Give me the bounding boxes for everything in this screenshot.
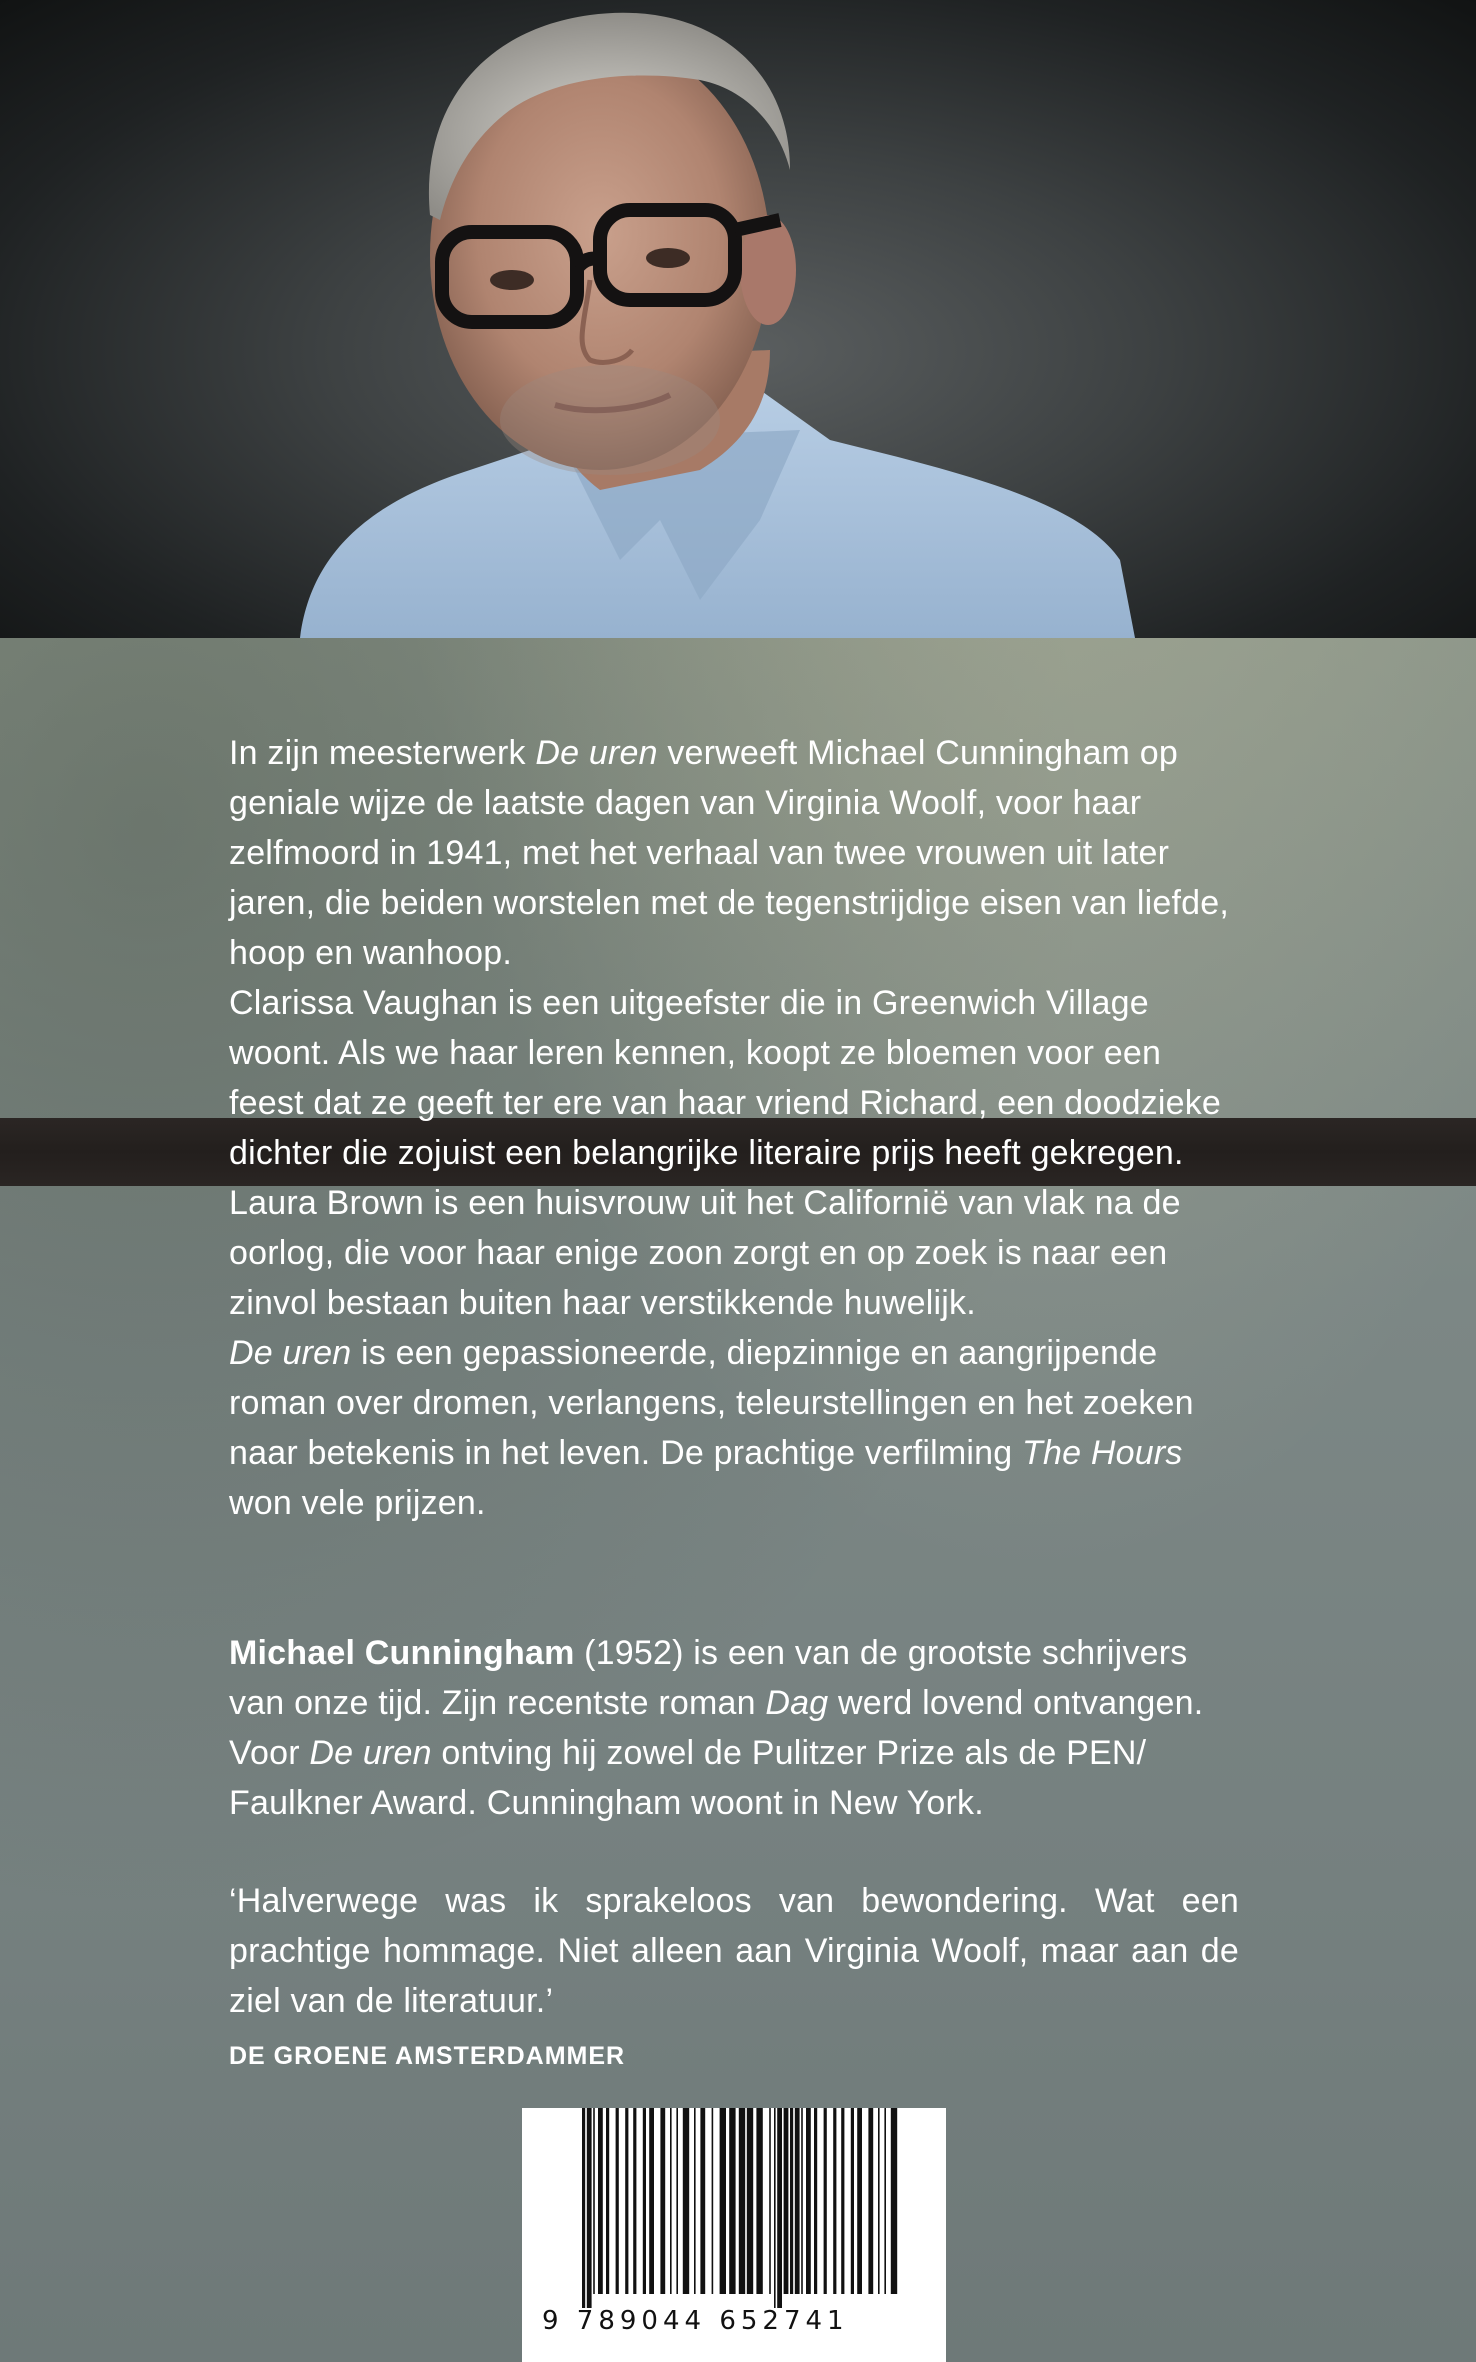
- barcode-bar: [795, 2108, 800, 2294]
- barcode-bar: [774, 2108, 776, 2308]
- barcode-bar: [593, 2108, 595, 2294]
- barcode-bar: [814, 2108, 817, 2294]
- barcode-bar: [587, 2108, 592, 2308]
- barcode-bar: [720, 2108, 726, 2294]
- book-description: [229, 728, 1239, 1528]
- barcode-bar: [683, 2108, 689, 2294]
- isbn-number: 9 789044 652741: [542, 2306, 849, 2336]
- barcode-bar: [841, 2108, 844, 2294]
- barcode-bar: [670, 2108, 672, 2294]
- barcode-bar: [857, 2108, 862, 2294]
- author-bio: Michael Cunningham (1952) is een van de grootste schrijvers van onze tijd. Zijn recentste roman Dag werd lovend ontvangen. Voor De uren ontving hij zowel de Pulitzer Prize als de PEN/ Faulkner Award. Cunningham woont in New York.: [229, 1634, 1204, 1822]
- barcode-bar: [833, 2108, 836, 2294]
- barcode-bar: [633, 2108, 636, 2294]
- author-photo: [0, 0, 1476, 638]
- author-portrait-illustration: [0, 0, 1476, 638]
- barcode-bar: [625, 2108, 628, 2294]
- film-title-italic: The Hours: [1022, 1434, 1183, 1472]
- description-paragraph-2: Clarissa Vaughan is een uitgeefster die in Greenwich Village woont. Als we haar leren kennen, koopt ze bloemen voor een feest dat ze geeft ter ere van haar vriend Richard, een doodzieke dichter die zojuist een belangrijke literaire prijs heeft gekregen.: [229, 984, 1222, 1172]
- barcode-bar: [739, 2108, 745, 2294]
- review-quote: ‘Halverwege was ik sprakeloos van bewondering. Wat een prachtige hommage. Niet alleen aan Virginia Woolf, maar aan de ziel van de literatuur.’: [229, 1882, 1239, 2020]
- description-paragraph-4: De uren is een gepassioneerde, diepzinnige en aangrijpende roman over dromen, verlangens, teleurstellingen en het zoeken naar betekenis in het leven. De prachtige verfilming The Hours won vele prijzen.: [229, 1334, 1194, 1522]
- barcode-bar: [676, 2108, 678, 2294]
- barcode-bar: [712, 2108, 714, 2294]
- isbn-barcode: [522, 2108, 946, 2362]
- author-name: Michael Cunningham: [229, 1634, 575, 1672]
- barcode-bar: [729, 2108, 735, 2294]
- book-title-italic: De uren: [229, 1334, 352, 1372]
- barcode-bar: [777, 2108, 782, 2308]
- book-title-italic: De uren: [309, 1734, 432, 1772]
- barcode-bar: [756, 2108, 762, 2294]
- barcode-bar: [606, 2108, 609, 2294]
- barcode-bar: [769, 2108, 771, 2294]
- review-source: DE GROENE AMSTERDAMMER: [229, 2042, 626, 2070]
- barcode-bar: [806, 2108, 811, 2294]
- description-paragraph-1: In zijn meesterwerk De uren verweeft Michael Cunningham op geniale wijze de laatste dagen van Virginia Woolf, voor haar zelfmoord in 1941, met het verhaal van twee vrouwen uit later jaren, die beiden worstelen met de tegenstrijdige eisen van liefde, hoop en wanhoop.: [229, 734, 1230, 972]
- barcode-bar: [784, 2108, 789, 2294]
- novel-title-italic: Dag: [765, 1684, 829, 1722]
- barcode-bar: [851, 2108, 854, 2294]
- barcode-bar: [694, 2108, 696, 2294]
- barcode-bar: [747, 2108, 753, 2294]
- barcode-bar: [790, 2108, 793, 2294]
- barcode-bar: [884, 2108, 886, 2294]
- barcode-bar: [660, 2108, 665, 2294]
- barcode-bar: [868, 2108, 873, 2294]
- description-paragraph-3: Laura Brown is een huisvrouw uit het Californië van vlak na de oorlog, die voor haar enige zoon zorgt en op zoek is naar een zinvol bestaan buiten haar verstikkende huwelijk.: [229, 1184, 1181, 1322]
- barcode-bar: [801, 2108, 803, 2294]
- barcode-bar: [878, 2108, 880, 2294]
- book-title-italic: De uren: [535, 734, 658, 772]
- barcode-bar: [891, 2108, 897, 2294]
- barcode-bar: [700, 2108, 705, 2294]
- barcode-bar: [649, 2108, 654, 2294]
- barcode-bar: [582, 2108, 585, 2308]
- barcode-bar: [598, 2108, 603, 2294]
- barcode-bar: [643, 2108, 646, 2294]
- barcode-bar: [824, 2108, 827, 2294]
- barcode-bar: [616, 2108, 619, 2294]
